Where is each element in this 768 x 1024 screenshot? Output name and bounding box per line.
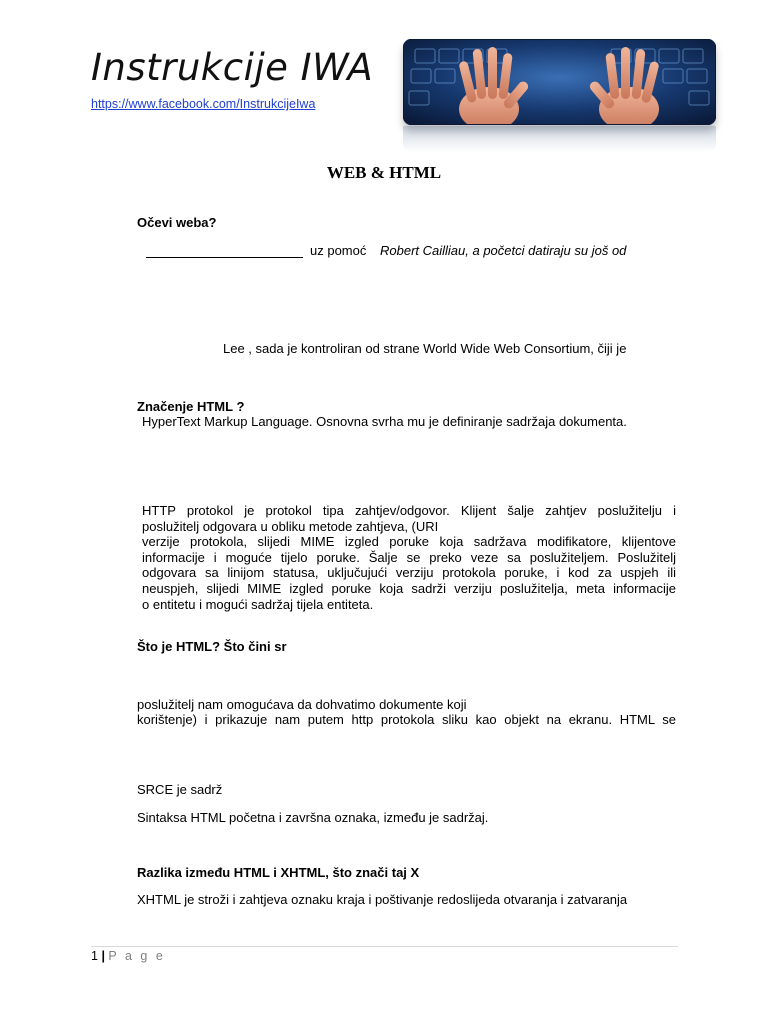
keyboard-hands-banner: [403, 39, 716, 125]
heading-znacenje-html: Značenje HTML ?: [137, 399, 245, 414]
text-sintaksa: Sintaksa HTML početna i završna oznaka, između je sadržaj.: [137, 810, 489, 825]
brand-title: Instrukcije IWA: [91, 46, 374, 89]
footer-separator: |: [101, 949, 105, 963]
paragraph-line: HTTP protokol je protokol tipa zahtjev/odgovor. Klijent šalje zahtjev poslužitelju i: [142, 503, 676, 518]
paragraph-line: odgovara sa linijom statusa, uključujući verziju protokola poruke, i kod za uspjeh ili: [142, 565, 676, 581]
footer-divider: [91, 946, 678, 947]
facebook-link[interactable]: https://www.facebook.com/InstrukcijeIwa: [91, 97, 316, 111]
page-number: 1: [91, 949, 98, 963]
text-koristenje-block: [137, 712, 676, 728]
heading-sto-je-html: Što je HTML? Što čini sr: [137, 639, 287, 654]
text-robert-cailliau: Robert Cailliau, a početci datiraju su još od: [380, 243, 627, 258]
banner-reflection: [403, 126, 716, 152]
http-paragraph: [142, 503, 676, 612]
paragraph-line: informacije i moguće tijelo poruke. Šalje se preko veze sa poslužiteljem. Poslužitelj: [142, 549, 676, 565]
paragraph-line: korištenje) i prikazuje nam putem http protokola sliku kao objekt na ekranu. HTML se: [137, 712, 676, 727]
text-xhtml: XHTML je stroži i zahtjeva oznaku kraja i poštivanje redoslijeda otvaranja i zatvaranja: [137, 892, 628, 907]
text-srce: SRCE je sadrž: [137, 782, 223, 797]
heading-razlika-html-xhtml: Razlika između HTML i XHTML, što znači taj X: [137, 865, 420, 880]
paragraph-line: poslužitelj odgovara u obliku metode zahtjeva, (URI: [142, 518, 439, 534]
document-title: WEB & HTML: [326, 163, 442, 182]
text-posluzitelj: poslužitelj nam omogućava da dohvatimo dokumente koji: [137, 697, 467, 712]
paragraph-line: verzije protokola, slijedi MIME izgled poruke koja sadržava modifikatore, klijentove: [142, 534, 676, 550]
text-hypertext: HyperText Markup Language. Osnovna svrha mu je definiranje sadržaja dokumenta.: [142, 414, 627, 429]
page-label: P a g e: [108, 949, 166, 963]
answer-blank-line: [146, 242, 303, 258]
paragraph-line: o entitetu i mogući sadržaj tijela entiteta.: [142, 596, 374, 612]
paragraph-line: neuspjeh, slijedi MIME izgled poruke koja sadrži verziju poslužitelja, meta informacije: [142, 580, 676, 596]
text-uz-pomoc: uz pomoć: [310, 243, 367, 258]
heading-ocevi-weba: Očevi weba?: [137, 215, 217, 230]
text-w3c-line: Lee , sada je kontroliran od strane World Wide Web Consortium, čiji je: [223, 341, 627, 356]
page-footer: [91, 949, 165, 963]
